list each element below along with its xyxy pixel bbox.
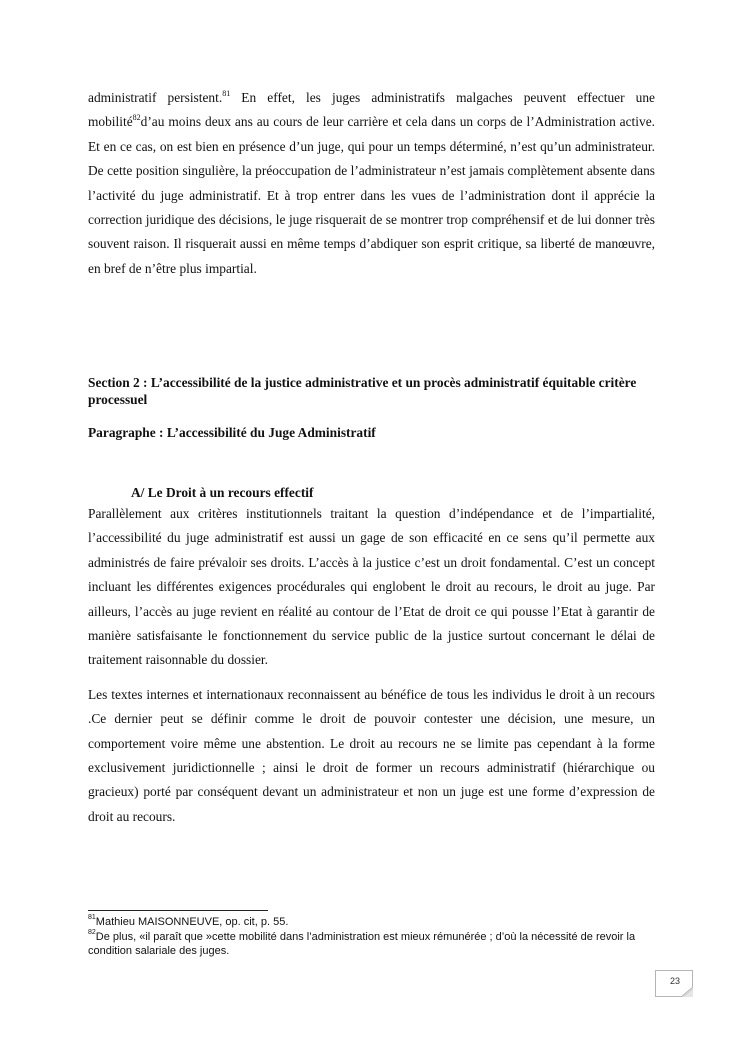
page-curl-icon xyxy=(681,987,693,997)
body-paragraph-2: Les textes internes et internationaux reconnaissent au bénéfice de tous les individus le droit à un recours .Ce dernier peut se définir comme le droit de pouvoir contester une décision, une mesure, un comportement voire même une abstention. Le droit au recours ne se limite pas cependant à la forme exclusivement juridictionnelle ; ainsi le droit de former un recours administratif (hiérarchique ou gracieux) porté par conséquent devant un administrateur et non un juge est une forme d’expression de droit au recours. xyxy=(88,686,655,824)
page-number-box xyxy=(655,970,693,997)
paragraph-title: Paragraphe : L’accessibilité du Juge Administratif xyxy=(88,425,376,440)
body-paragraph-1: Parallèlement aux critères institutionnels traitant la question d’indépendance et de l’impartialité, l’accessibilité du juge administratif est aussi un gage de son efficacité en ce sens qu’il permette aux administrés de faire prévaloir ses droits. L’accès à la justice c’est un droit fondamental. C’est un concept incluant les différentes exigences procédurales qui englobent le droit au recours, le droit au juge. Par ailleurs, l’accès au juge revient en réalité au contour de l’Etat de droit ce qui pousse l’Etat à garantir de manière satisfaisante le fonctionnement du service public de la justice surtout concernant le délai de traitement raisonnable du dossier. xyxy=(88,506,655,668)
footnote-text: De plus, «il paraît que »cette mobilité dans l’administration est mieux rémunérée ; d’où la nécessité de revoir la condition salariale des juges. xyxy=(88,930,636,957)
top-paragraph-text-a: administratif persistent. xyxy=(88,90,223,105)
footnote-marker: 82 xyxy=(88,928,96,936)
footnote-text: Mathieu MAISONNEUVE, op. cit, p. 55. xyxy=(95,916,289,928)
top-text-block xyxy=(88,86,655,281)
page-number: 23 xyxy=(669,976,680,986)
top-paragraph-text-b: En effet, les juges administratifs malgaches peuvent effectuer une mobilité xyxy=(88,90,655,130)
footnote-81 xyxy=(88,915,655,930)
top-paragraph-text-c: d’au moins deux ans au cours de leur carrière et cela dans un corps de l’Administration active. Et en ce cas, on est bien en présence d’un juge, qui pour un temps déterminé, n’est qu’un administrateur. De cette position singulière, la préoccupation de l’administrateur n’est jamais complètement absente dans l’activité du juge administratif. Et à trop entrer dans les vues de l’administration dont il apprécie la correction juridique des décisions, le juge risquerait de se montrer trop compréhensif et de lui donner très souvent raison. Il risquerait aussi en même temps d’abdiquer son esprit critique, sa liberté de manœuvre, en bref de n’être plus impartial. xyxy=(88,114,655,276)
top-paragraph xyxy=(88,86,655,281)
footnote-marker: 81 xyxy=(88,914,96,922)
footnote-ref-82[interactable]: 82 xyxy=(132,112,141,122)
footnote-separator xyxy=(88,910,268,911)
subsection-title: A/ Le Droit à un recours effectif xyxy=(131,485,314,500)
body-text-block xyxy=(88,502,655,829)
footnotes xyxy=(88,915,655,959)
footnote-ref-81[interactable]: 81 xyxy=(222,88,231,98)
footnote-82 xyxy=(88,930,655,959)
section-title: Section 2 : L’accessibilité de la justice administrative et un procès administratif équitable critère processuel xyxy=(88,375,637,407)
